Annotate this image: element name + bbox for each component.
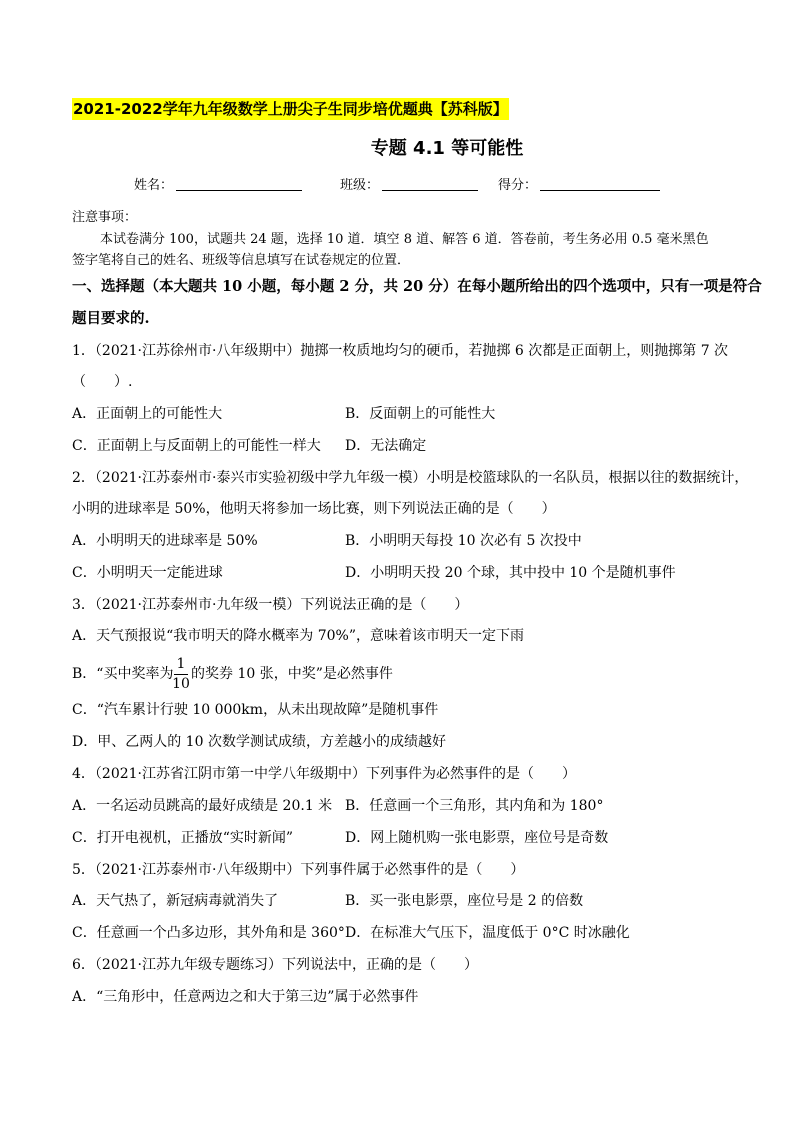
series-banner: 2021-2022学年九年级数学上册尖子生同步培优题典【苏科版】	[73, 100, 508, 118]
q4-option-c: C．打开电视机，正播放“实时新闻”	[72, 830, 294, 846]
section-heading: 一、选择题（本大题共 10 小题，每小题 2 分，共 20 分）在每小题所给出的四个选项中，只有一项是符合	[72, 278, 762, 295]
q3-option-a: A．天气预报说“我市明天的降水概率为 70%”，意味着该市明天一定下雨	[72, 628, 524, 644]
q3-fraction-numerator: 1	[176, 656, 186, 672]
q1-stem: 1．（2021·江苏徐州市·八年级期中）抛掷一枚质地均匀的硬币，若抛掷 6 次都是正面朝上，则抛掷第 7 次	[72, 343, 729, 359]
notice-line-1: 本试卷满分 100，试题共 24 题，选择 10 道．填空 8 道、解答 6 道．答卷前，考生务必用 0.5 毫米黑色	[100, 232, 709, 247]
q6-stem: 6．（2021·江苏九年级专题练习）下列说法中，正确的是（ ）	[72, 957, 478, 973]
q3-option-c: C．“汽车累计行驶 10 000km，从未出现故障”是随机事件	[72, 702, 439, 718]
q5-option-b: B．买一张电影票，座位号是 2 的倍数	[345, 893, 584, 909]
name-underline	[176, 190, 302, 191]
page-title	[0, 136, 794, 162]
name-label: 姓名：	[134, 178, 174, 193]
q5-stem: 5．（2021·江苏泰州市·八年级期中）下列事件属于必然事件的是（ ）	[72, 862, 525, 878]
q4-option-d: D．网上随机购一张电影票，座位号是奇数	[345, 830, 609, 846]
section-heading-cont: 题目要求的.	[72, 310, 150, 327]
notice-heading: 注意事项：	[72, 210, 138, 225]
q5-option-c: C．任意画一个凸多边形，其外角和是 360°	[72, 925, 345, 941]
q4-option-b: B．任意画一个三角形，其内角和为 180°	[345, 798, 604, 814]
q3-fraction-bar	[174, 674, 188, 675]
q1-option-a: A．正面朝上的可能性大	[72, 406, 223, 422]
q1-option-c: C．正面朝上与反面朝上的可能性一样大	[72, 438, 321, 454]
q2-option-b: B．小明明天每投 10 次必有 5 次投中	[345, 533, 582, 549]
q3-option-b-post: 的奖券 10 张，中奖”是必然事件	[191, 666, 393, 682]
q1-option-b: B．反面朝上的可能性大	[345, 406, 496, 422]
q2-stem: 2．（2021·江苏泰州市·泰兴市实验初级中学九年级一模）小明是校篮球队的一名队员，根据以往的数据统计，	[72, 470, 749, 486]
q4-stem: 4．（2021·江苏省江阴市第一中学八年级期中）下列事件为必然事件的是（ ）	[72, 766, 576, 782]
q2-option-d: D．小明明天投 20 个球，其中投中 10 个是随机事件	[345, 565, 676, 581]
notice-line-2: 签字笔将自己的姓名、班级等信息填写在试卷规定的位置．	[72, 253, 411, 268]
class-underline	[382, 190, 478, 191]
q1-option-d: D．无法确定	[345, 438, 427, 454]
class-label: 班级：	[340, 178, 380, 193]
q3-option-b-pre: B．“买中奖率为	[72, 666, 174, 682]
q5-option-a: A．天气热了，新冠病毒就消失了	[72, 893, 279, 909]
q1-stem-cont: （ ）.	[72, 374, 133, 390]
q3-stem: 3．（2021·江苏泰州市·九年级一模）下列说法正确的是（ ）	[72, 597, 469, 613]
q3-fraction-denominator: 10	[172, 676, 190, 692]
page-title-text: 专题 4.1 等可能性	[370, 138, 524, 159]
q5-option-d: D．在标准大气压下，温度低于 0°C 时冰融化	[345, 925, 630, 941]
q4-option-a: A．一名运动员跳高的最好成绩是 20.1 米	[72, 798, 333, 814]
score-label: 得分：	[498, 178, 538, 193]
q2-option-a: A．小明明天的进球率是 50%	[72, 533, 258, 549]
q2-stem-cont: 小明的进球率是 50%，他明天将参加一场比赛，则下列说法正确的是（ ）	[72, 501, 556, 517]
q2-option-c: C．小明明天一定能进球	[72, 565, 223, 581]
q3-option-d: D．甲、乙两人的 10 次数学测试成绩，方差越小的成绩越好	[72, 734, 446, 750]
score-underline	[540, 190, 660, 191]
q6-option-a: A．“三角形中，任意两边之和大于第三边”属于必然事件	[72, 989, 419, 1005]
